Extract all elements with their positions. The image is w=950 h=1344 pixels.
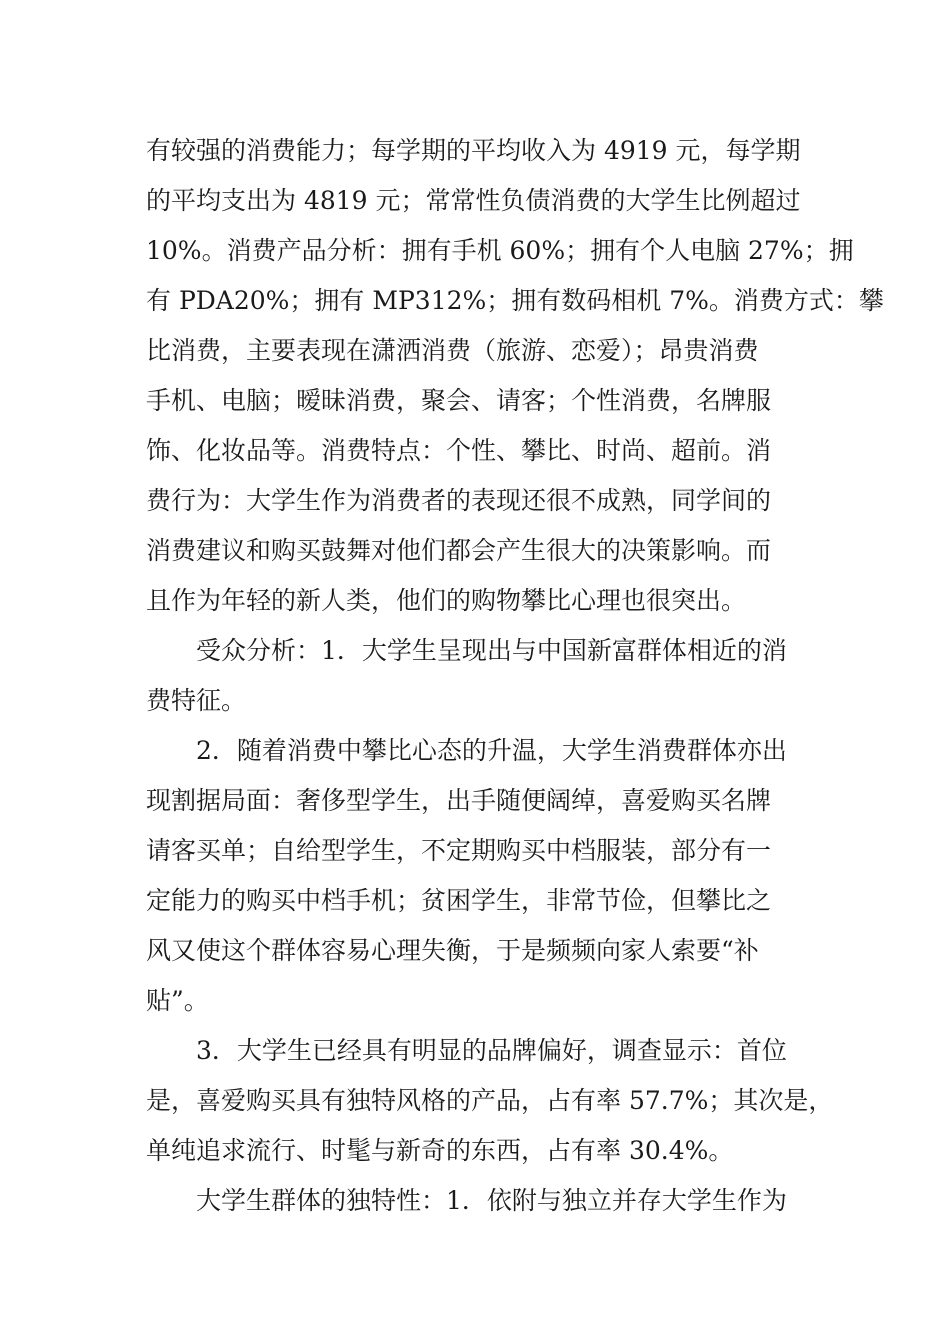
- paragraph-item-2: 2．随着消费中攀比心态的升温，大学生消费群体亦出: [196, 736, 787, 765]
- text-line: 费特征。: [146, 686, 247, 715]
- paragraph-uniqueness: 大学生群体的独特性：1．依附与独立并存大学生作为: [196, 1186, 787, 1215]
- text-line: 10%。消费产品分析：拥有手机 60%；拥有个人电脑 27%；拥: [146, 236, 854, 265]
- paragraph-item-3: 3．大学生已经具有明显的品牌偏好，调查显示：首位: [196, 1036, 787, 1065]
- text-line: 风又使这个群体容易心理失衡，于是频频向家人索要“补: [146, 936, 759, 965]
- text-line: 单纯追求流行、时髦与新奇的东西，占有率 30.4%。: [146, 1136, 734, 1165]
- text-line: 消费建议和购买鼓舞对他们都会产生很大的决策影响。而: [146, 536, 772, 565]
- body-text: [146, 126, 884, 1226]
- text-line: 手机、电脑；暧昧消费，聚会、请客；个性消费，名牌服: [146, 386, 772, 415]
- text-line: 费行为：大学生作为消费者的表现还很不成熟，同学间的: [146, 486, 772, 515]
- text-line: 的平均支出为 4819 元；常常性负债消费的大学生比例超过: [146, 186, 801, 215]
- text-line: 饰、化妆品等。消费特点：个性、攀比、时尚、超前。消: [146, 436, 772, 465]
- text-line: 现割据局面：奢侈型学生，出手随便阔绰，喜爱购买名牌: [146, 786, 772, 815]
- text-line: 且作为年轻的新人类，他们的购物攀比心理也很突出。: [146, 586, 747, 615]
- text-line: 请客买单；自给型学生，不定期购买中档服装，部分有一: [146, 836, 772, 865]
- text-line: 定能力的购买中档手机；贫困学生，非常节俭，但攀比之: [146, 886, 772, 915]
- text-line: 有较强的消费能力；每学期的平均收入为 4919 元，每学期: [146, 136, 801, 165]
- text-line: 比消费，主要表现在潇洒消费（旅游、恋爱）；昂贵消费: [146, 336, 759, 365]
- text-line: 贴”。: [146, 986, 209, 1015]
- text-line: 有 PDA20%；拥有 MP312%；拥有数码相机 7%。消费方式：攀: [146, 286, 884, 315]
- paragraph-audience-analysis: 受众分析：1．大学生呈现出与中国新富群体相近的消: [196, 636, 787, 665]
- text-line: 是，喜爱购买具有独特风格的产品，占有率 57.7%；其次是，: [146, 1086, 834, 1115]
